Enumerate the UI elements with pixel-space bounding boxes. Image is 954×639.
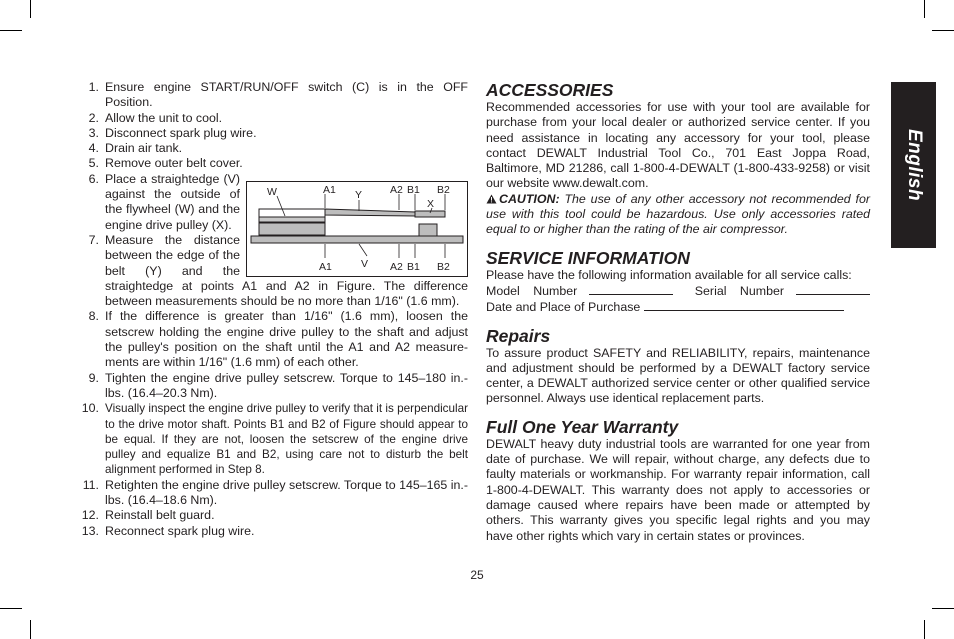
step-text: Drain air tank.	[105, 141, 183, 156]
step-item	[78, 309, 468, 370]
flywheel-rim	[259, 209, 325, 217]
repairs-heading: Repairs	[486, 325, 551, 346]
step-item	[78, 126, 468, 141]
step-text: Reconnect spark plug wire.	[105, 523, 255, 538]
service-fields	[486, 283, 870, 299]
step-item	[78, 156, 468, 171]
step-number: 12.	[81, 508, 99, 523]
caution-paragraph	[486, 192, 870, 238]
step-text: Disconnect spark plug wire.	[105, 125, 257, 140]
label-b1-bottom: B1	[407, 261, 420, 273]
step-number: 9.	[88, 370, 99, 385]
crop-mark	[30, 0, 31, 18]
crop-mark	[0, 608, 22, 609]
step-text: Tighten the engine drive pulley setscrew. Torque to 145–180 in.-lbs. (16.4–20.3 Nm).	[105, 370, 468, 400]
step-number: 10.	[81, 401, 99, 416]
step-number: 3.	[88, 125, 99, 140]
model-number-label: Model Number	[486, 283, 578, 298]
step-item	[78, 111, 468, 126]
label-a2-bottom: A2	[390, 261, 403, 273]
model-number-blank	[589, 283, 673, 295]
serial-number-label: Serial Number	[694, 283, 784, 298]
step-number: 2.	[88, 110, 99, 125]
service-intro: Please have the following information available for all service calls:	[486, 267, 852, 282]
step-number: 5.	[88, 156, 99, 171]
step-number: 11.	[82, 477, 99, 492]
caution-label: CAUTION:	[499, 191, 560, 206]
label-a1-top: A1	[323, 184, 336, 196]
step-text: Reinstall belt guard.	[105, 508, 215, 523]
label-w: W	[267, 186, 277, 198]
label-v: V	[361, 258, 369, 270]
step-number: 1.	[88, 80, 99, 94]
date-place-label: Date and Place of Purchase	[486, 300, 641, 315]
step-text: Remove outer belt cover.	[105, 156, 243, 171]
date-place-blank	[644, 299, 844, 311]
warranty-body: DEWALT heavy duty industrial tools are warranted for one year from date of purchase. We will repair, without charge, any defects due to faulty materials or workmanship. For warranty repair information, call 1-800-4-DEWALT. This warranty does not apply to accessories or damage caused where repairs have been made or attempted by others. This warranty gives you specific legal rights and you may have other rights which vary in certain states or provinces.	[486, 436, 870, 543]
accessories-heading: ACCESSORIES	[486, 80, 614, 100]
label-b2-bottom: B2	[437, 261, 450, 273]
step-text: Ensure engine START/RUN/OFF switch (C) is in the OFF Position.	[105, 80, 468, 110]
purchase-field	[486, 299, 870, 315]
crop-mark	[0, 30, 22, 31]
warranty-heading: Full One Year Warranty	[486, 416, 679, 437]
label-b1-top: B1	[407, 184, 420, 196]
caution-text: The use of any other accessory not recommended for use with this tool could be hazardous. Use only accessories rated equal to or higher than the rating of the air compressor.	[486, 191, 870, 237]
info-column	[486, 80, 870, 544]
language-tab-label: English	[903, 128, 925, 202]
page-number: 25	[470, 568, 484, 582]
pulley-hub	[419, 224, 437, 236]
label-b2-top: B2	[437, 184, 450, 196]
step-number: 4.	[88, 141, 99, 156]
step-text: Retighten the engine drive pulley setscrew. Torque to 145–165 in.-lbs. (16.4–18.6 Nm).	[105, 477, 468, 508]
step-number: 13.	[81, 523, 99, 538]
drive-pulley	[415, 211, 445, 217]
step-item	[78, 524, 468, 539]
belt-diagram	[247, 182, 467, 276]
crop-mark	[932, 608, 954, 609]
v-leader	[359, 244, 367, 256]
step-number: 8.	[88, 309, 99, 324]
flywheel	[259, 223, 325, 235]
step-number: 7.	[88, 232, 99, 247]
step-item	[78, 80, 468, 111]
accessories-body: Recommended accessories for use with your tool are available for purchase from your local dealer or authorized service center. If you need assistance in locating any accessory for your tool, please contact DEWALT Industrial Tool Co., 701 East Joppa Road, Baltimore, MD 21286, call 1-800-4-DEWALT (1-800-433-9258) or visit our website www.dewalt.com.	[486, 100, 870, 191]
label-x: X	[427, 198, 435, 210]
flywheel-hub	[259, 217, 325, 222]
step-item	[78, 478, 468, 509]
language-tab	[891, 82, 936, 248]
label-a1-bottom: A1	[319, 261, 332, 273]
belt-alignment-figure	[246, 181, 468, 277]
crop-mark	[30, 620, 31, 639]
step-item	[78, 371, 468, 402]
step-item	[78, 508, 468, 523]
step-text: Allow the unit to cool.	[105, 110, 223, 125]
serial-number-blank	[796, 283, 870, 295]
step-item	[78, 401, 468, 477]
warning-triangle-icon	[486, 194, 497, 204]
belt	[325, 209, 415, 216]
label-a2-top: A2	[390, 184, 403, 196]
step-text: Place a straightedge (V) against the outside of the flywheel (W) and the engine drive pulley (X).	[105, 171, 240, 232]
crop-mark	[924, 0, 925, 18]
repairs-body: To assure product SAFETY and RELIABILITY, repairs, maintenance and adjustment should be performed by a DEWALT factory service center, a DEWALT authorized service center or other qualified service personnel. Always use identical replacement parts.	[486, 345, 870, 406]
step-text-content: Measure the distance between the edge of the belt (Y) and the straightedge at points A1 and A2 in Figure. The difference between measurements should be no more than 1/16" (1.6 mm).	[105, 232, 468, 309]
step-number: 6.	[88, 171, 99, 186]
straightedge	[251, 236, 463, 243]
step-text: Visually inspect the engine drive pulley to verify that it is perpendicular to the drive motor shaft. Points B1 and B2 of Figure should appear to be equal. If they are not, loosen the setscrew of the engine drive pulley and equalize B1 and B2, using care not to disturb the belt alignment performed in Step 8.	[105, 402, 468, 477]
step-text: If the difference is greater than 1/16" (1.6 mm), loosen the setscrew holding the engine drive pulley to the shaft and adjust the pulley's position on the shaft until the A1 and A2 measure-ments are within 1/16" (1.6 mm) of each other.	[105, 309, 468, 370]
crop-mark	[924, 620, 925, 639]
label-y: Y	[355, 189, 363, 201]
step-item	[78, 141, 468, 156]
service-heading: SERVICE INFORMATION	[486, 247, 690, 268]
crop-mark	[932, 30, 954, 31]
belt-alignment-steps	[78, 80, 468, 539]
